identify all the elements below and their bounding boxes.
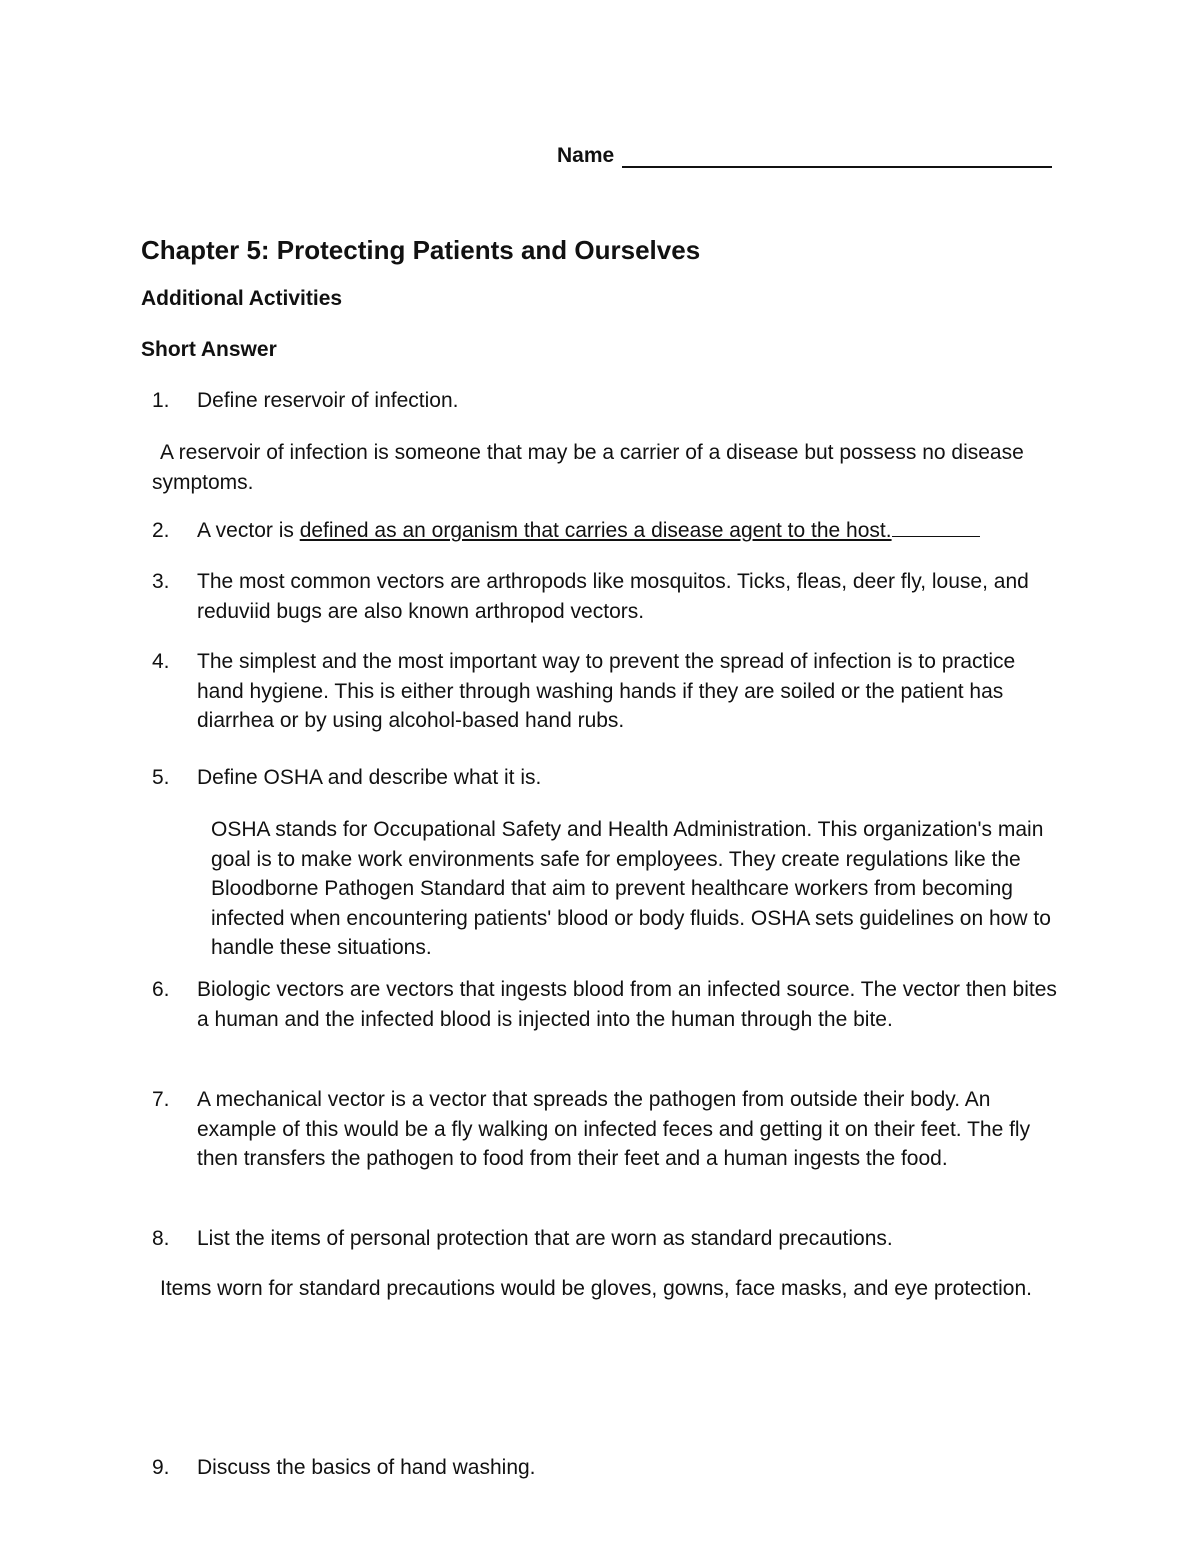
question-1-text: Define reservoir of infection. <box>197 389 459 412</box>
answer-8-text: Items worn for standard precautions would be gloves, gowns, face masks, and eye protection. <box>160 1277 1032 1300</box>
question-8-number: 8. <box>152 1227 170 1250</box>
answer-blank-line <box>892 516 980 537</box>
question-7-number: 7. <box>152 1088 170 1111</box>
question-7-text: A mechanical vector is a vector that spreads the pathogen from outside their body. An example of this would be a fly walking on infected feces and getting it on their feet. The fly then transfers the pathogen to food from their feet and a human ingests the food. <box>197 1088 1031 1170</box>
question-2-number: 2. <box>152 519 170 542</box>
question-2-answer: defined as an organism that carries a disease agent to the host. <box>299 519 892 542</box>
section-heading: Additional Activities <box>141 287 343 310</box>
question-3-number: 3. <box>152 570 170 593</box>
question-2-prefix: A vector is <box>197 519 300 542</box>
question-6-number: 6. <box>152 978 170 1001</box>
name-blank-line[interactable] <box>622 144 1052 168</box>
name-field <box>557 144 1052 168</box>
question-9-number: 9. <box>152 1456 170 1479</box>
question-2-text <box>197 516 1077 546</box>
page-title: Chapter 5: Protecting Patients and Ourselves <box>141 235 701 265</box>
question-4-text: The simplest and the most important way to prevent the spread of infection is to practice hand hygiene. This is either through washing hands if they are soiled or the patient has diarrhea or by using alcohol-based hand rubs. <box>197 650 1016 732</box>
answer-5-text: OSHA stands for Occupational Safety and Health Administration. This organization's main goal is to make work environments safe for employees. They create regulations like the Bloodborne Pathogen Standard that aim to prevent healthcare workers from becoming infected when encountering patients' blood or body fluids. OSHA sets guidelines on how to handle these situations. <box>211 818 1051 959</box>
question-5-text: Define OSHA and describe what it is. <box>197 766 542 789</box>
question-8-text: List the items of personal protection that are worn as standard precautions. <box>197 1227 893 1250</box>
question-6-text: Biologic vectors are vectors that ingests blood from an infected source. The vector then bites a human and the infected blood is injected into the human through the bite. <box>197 978 1057 1031</box>
question-1-number: 1. <box>152 389 170 412</box>
question-4-number: 4. <box>152 650 170 673</box>
question-3-text: The most common vectors are arthropods like mosquitos. Ticks, fleas, deer fly, louse, and reduviid bugs are also known arthropod vectors. <box>197 570 1029 623</box>
subsection-heading: Short Answer <box>141 338 277 361</box>
question-5-number: 5. <box>152 766 170 789</box>
answer-1-text: A reservoir of infection is someone that may be a carrier of a disease but possess no disease symptoms. <box>152 441 1024 494</box>
question-9-text: Discuss the basics of hand washing. <box>197 1456 536 1479</box>
name-label: Name <box>557 144 615 167</box>
